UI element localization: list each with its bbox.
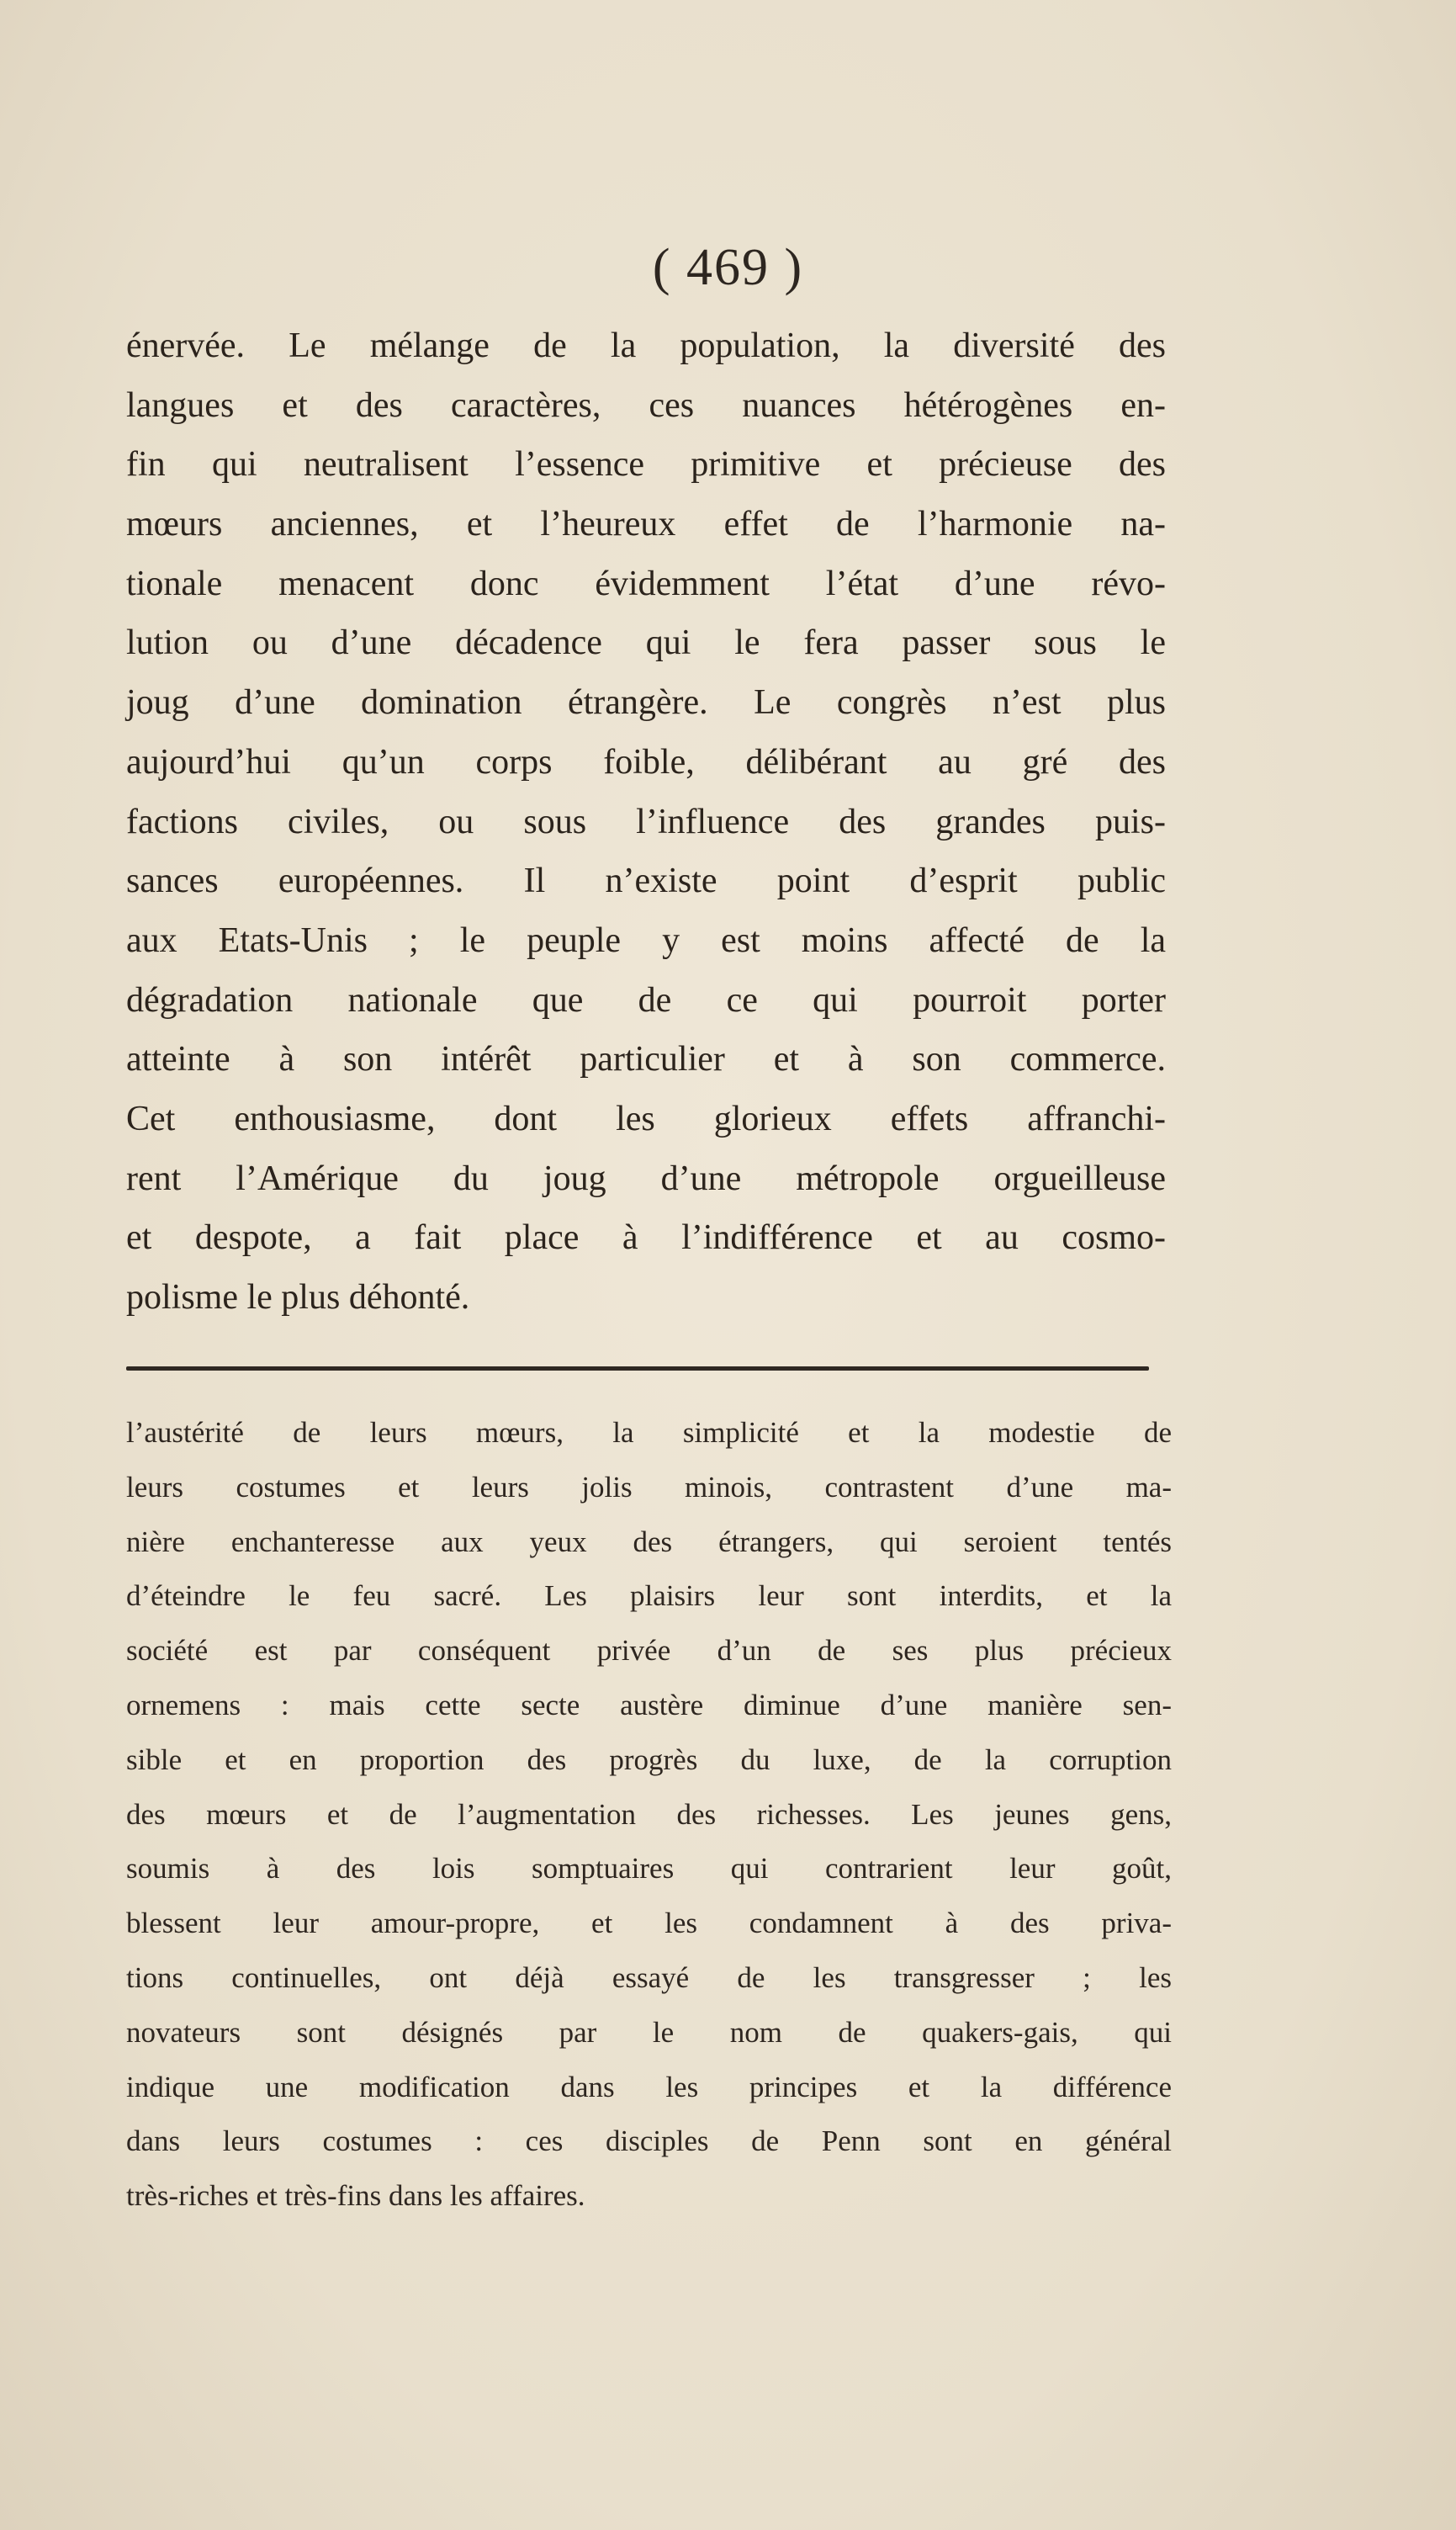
main-text-line: énervée. Le mélange de la population, la diversité des <box>126 326 1166 365</box>
footnote-line: ornemens : mais cette secte austère diminue d’une manière sen- <box>126 1688 1172 1721</box>
footnote-line: soumis à des lois somptuaires qui contrarient leur goût, <box>126 1852 1172 1886</box>
footnote-line: société est par conséquent privée d’un de ses plus précieux <box>126 1634 1172 1668</box>
footnote-line: tions continuelles, ont déjà essayé de les transgresser ; les <box>126 1960 1172 1994</box>
main-text-line: atteinte à son intérêt particulier et à son commerce. <box>126 1040 1166 1079</box>
main-text-line: polisme le plus déhonté. <box>126 1278 470 1317</box>
main-text-line: lution ou d’une décadence qui le fera passer sous le <box>126 623 1166 663</box>
footnote-line: novateurs sont désignés par le nom de quakers-gais, qui <box>126 2015 1172 2049</box>
main-text-line: Cet enthousiasme, dont les glorieux effets affranchi- <box>126 1099 1166 1138</box>
main-text-line: dégradation nationale que de ce qui pourroit porter <box>126 980 1166 1020</box>
footnote-line: l’austérité de leurs mœurs, la simplicité et la modestie de <box>126 1416 1172 1449</box>
main-text-line: sances européennes. Il n’existe point d’esprit public <box>126 862 1166 901</box>
footnote-line: blessent leur amour-propre, et les condamnent à des priva- <box>126 1907 1172 1940</box>
footnote-line: indique une modification dans les principes et la différence <box>126 2070 1172 2103</box>
footnote-line: des mœurs et de l’augmentation des richesses. Les jeunes gens, <box>126 1797 1172 1831</box>
page-number: ( 469 ) <box>652 239 804 296</box>
footnote-line: d’éteindre le feu sacré. Les plaisirs leur sont interdits, et la <box>126 1579 1172 1613</box>
footnote-line: très-riches et très-fins dans les affaires. <box>126 2179 585 2213</box>
footnote-line: nière enchanteresse aux yeux des étrangers, qui seroient tentés <box>126 1525 1172 1558</box>
footnote <box>126 1406 1172 2224</box>
main-text-line: joug d’une domination étrangère. Le congrès n’est plus <box>126 683 1166 723</box>
main-text-line: aujourd’hui qu’un corps foible, délibérant au gré des <box>126 742 1166 782</box>
main-text-line: langues et des caractères, ces nuances hétérogènes en- <box>126 385 1166 425</box>
footnote-line: leurs costumes et leurs jolis minois, contrastent d’une ma- <box>126 1470 1172 1504</box>
main-text-line: factions civiles, ou sous l’influence des grandes puis- <box>126 802 1166 841</box>
main-text-line: rent l’Amérique du joug d’une métropole orgueilleuse <box>126 1159 1166 1198</box>
main-text-line: mœurs anciennes, et l’heureux effet de l’harmonie na- <box>126 505 1166 544</box>
main-text-line: aux Etats-Unis ; le peuple y est moins affecté de la <box>126 920 1166 960</box>
main-text-line: fin qui neutralisent l’essence primitive et précieuse des <box>126 445 1166 485</box>
main-text-line: tionale menacent donc évidemment l’état d’une révo- <box>126 564 1166 603</box>
footnote-divider <box>126 1366 1149 1371</box>
main-text-line: et despote, a fait place à l’indifférence et au cosmo- <box>126 1218 1166 1258</box>
footnote-line: dans leurs costumes : ces disciples de Penn sont en général <box>126 2124 1172 2158</box>
footnote-line: sible et en proportion des progrès du luxe, de la corruption <box>126 1742 1172 1776</box>
main-text <box>126 316 1166 1328</box>
